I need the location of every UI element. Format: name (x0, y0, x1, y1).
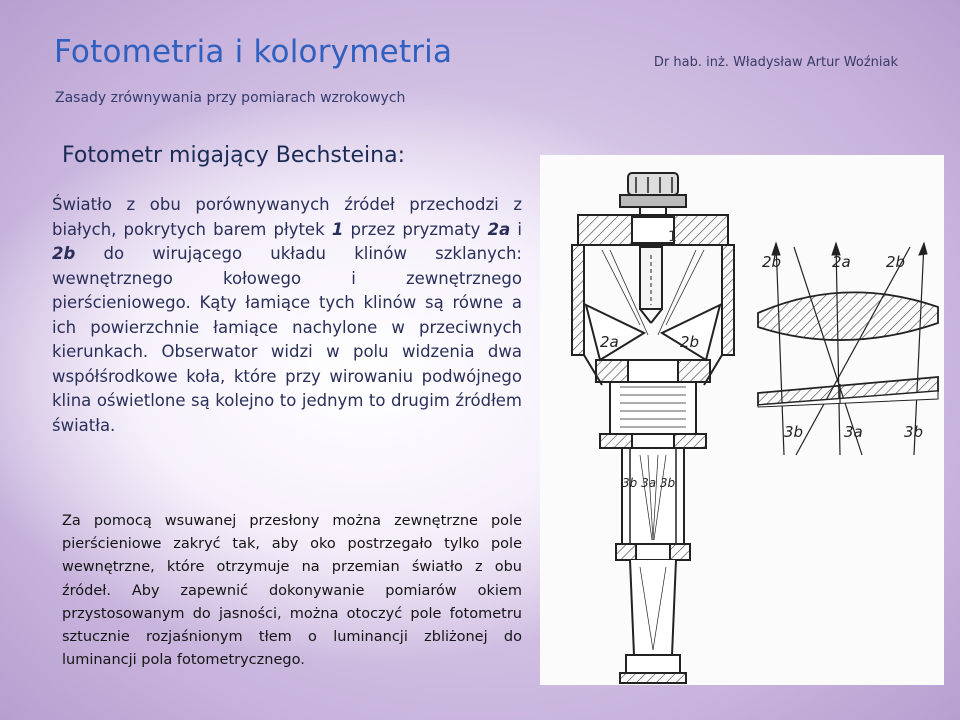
wedge-3a-label: 3a (844, 423, 863, 441)
wedge-3b-right-label: 3b (904, 423, 924, 441)
prism-2a-ref: 2a (487, 219, 511, 239)
photometer-drawing (540, 155, 944, 685)
eyepiece-tube (622, 448, 684, 544)
instrument-section (572, 173, 734, 683)
ray-2a-label: 2a (832, 253, 851, 271)
description-text: przez pryzmaty (343, 219, 488, 239)
wedge-3b-left-label: 3b (784, 423, 804, 441)
description-text: Światło z obu porównywanych źródeł przechodzi z białych, pokrytych barem płytek (52, 195, 522, 239)
note-paragraph: Za pomocą wsuwanej przesłony można zewnętrzne pole pierścieniowe zakryć tak, aby oko postrzegało tylko pole wewnętrzne, które otrzymuje na przemian światło z obu źródeł. Aby zapewnić dokonywanie pomiarów okiem przystosowanym do jasności, można otoczyć pole fotometru sztucznie rozjaśnionym tłem o luminancji zbliżonej do luminancji pola fotometrycznego. (62, 513, 522, 669)
upper-wedge (758, 292, 938, 340)
page-subtitle: Zasady zrównywania przy pomiarach wzrokowych (55, 90, 406, 106)
plate-label: 1 (668, 229, 677, 245)
author-name: Dr hab. inż. Władysław Artur Woźniak (653, 55, 898, 70)
ray-2b-left-label: 2b (762, 253, 782, 271)
photometer-diagram (540, 155, 944, 685)
description-text: i (510, 219, 522, 239)
plate-number: 1 (331, 219, 344, 239)
page-title: Fotometria i kolorymetria (54, 34, 453, 70)
description-paragraph (52, 193, 522, 438)
wedge-labels-instrument: 3b 3a 3b (622, 476, 676, 490)
ray-2b-right-label: 2b (886, 253, 906, 271)
section-heading: Fotometr migający Bechsteina: (62, 143, 405, 168)
prism-2a-label: 2a (600, 333, 619, 351)
prism-2b-label: 2b (680, 333, 700, 351)
description-text: do wirującego układu klinów szklanych: wewnętrznego kołowego i zewnętrznego pierścieniowego. Kąty łamiące tych klinów są równe a ich powierzchnie łamiące nachylone w przeciwnych kierunkach. Obserwator widzi w polu widzenia dwa współśrodkowe koła, które przy wirowaniu podwójnego klina oświetlone są kolejno to jednym to drugim źródłem światła. (52, 244, 522, 435)
prism-2b-ref: 2b (52, 244, 76, 263)
